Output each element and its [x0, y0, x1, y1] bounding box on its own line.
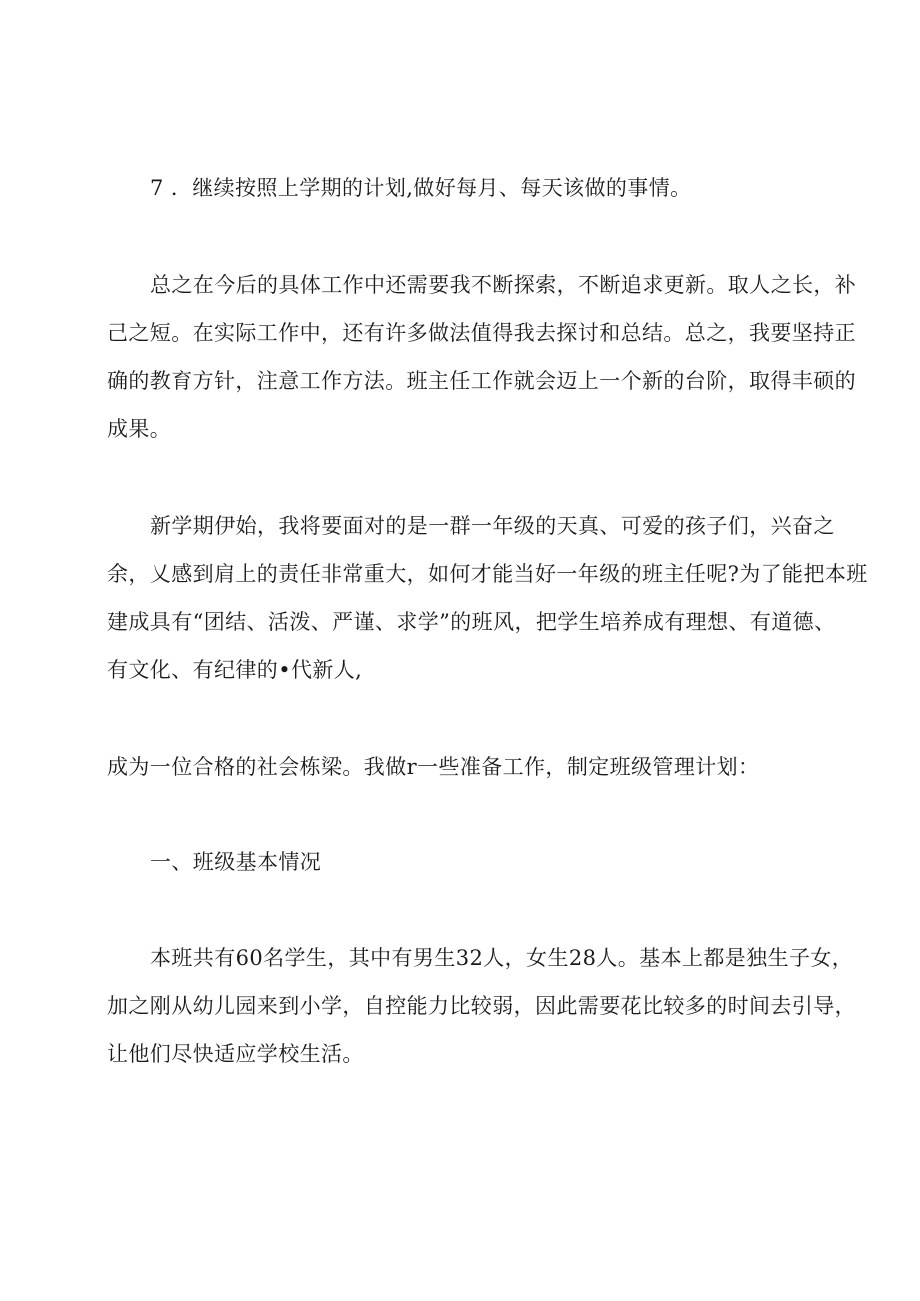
intro-continuation: 成为一位合格的社会栋梁。我做r一些准备工作，制定班级管理计划：	[107, 755, 760, 779]
summary-line-3: 确的教育方针，注意工作方法。班主任工作就会迈上一个新的台阶，取得丰硕的	[107, 369, 856, 393]
section-1-line-2: 加之刚从幼儿园来到小学，自控能力比较弱，因此需要花比较多的时间去引导，	[107, 994, 856, 1018]
summary-line-4: 成果。	[107, 417, 172, 441]
item-7-text: 7 ．继续按照上学期的计划,做好每月、每天该做的事情。	[150, 176, 692, 200]
section-1-heading: 一、班级基本情况	[150, 850, 322, 874]
section-1-line-1: 本班共有60名学生，其中有男生32人，女生28人。基本上都是独生子女，	[150, 946, 854, 970]
summary-line-1: 总之在今后的具体工作中还需要我不断探索，不断追求更新。取人之长，补	[150, 273, 857, 297]
summary-line-2: 己之短。在实际工作中，还有许多做法值得我去探讨和总结。总之，我要坚持正	[107, 321, 856, 345]
intro-line-2: 余，乂感到肩上的责任非常重大，如何才能当好一年级的班主任呢?为了能把本班	[107, 562, 868, 586]
intro-line-3: 建成具有“团结、活泼、严谨、求学”的班风，把学生培养成有理想、有道德、	[107, 610, 836, 634]
intro-line-1: 新学期伊始，我将要面对的是一群一年级的天真、可爱的孩子们，兴奋之	[150, 514, 835, 538]
intro-line-4: 有文化、有纪律的•代新人,	[107, 658, 363, 682]
section-1-line-3: 让他们尽快适应学校生活。	[107, 1042, 364, 1066]
